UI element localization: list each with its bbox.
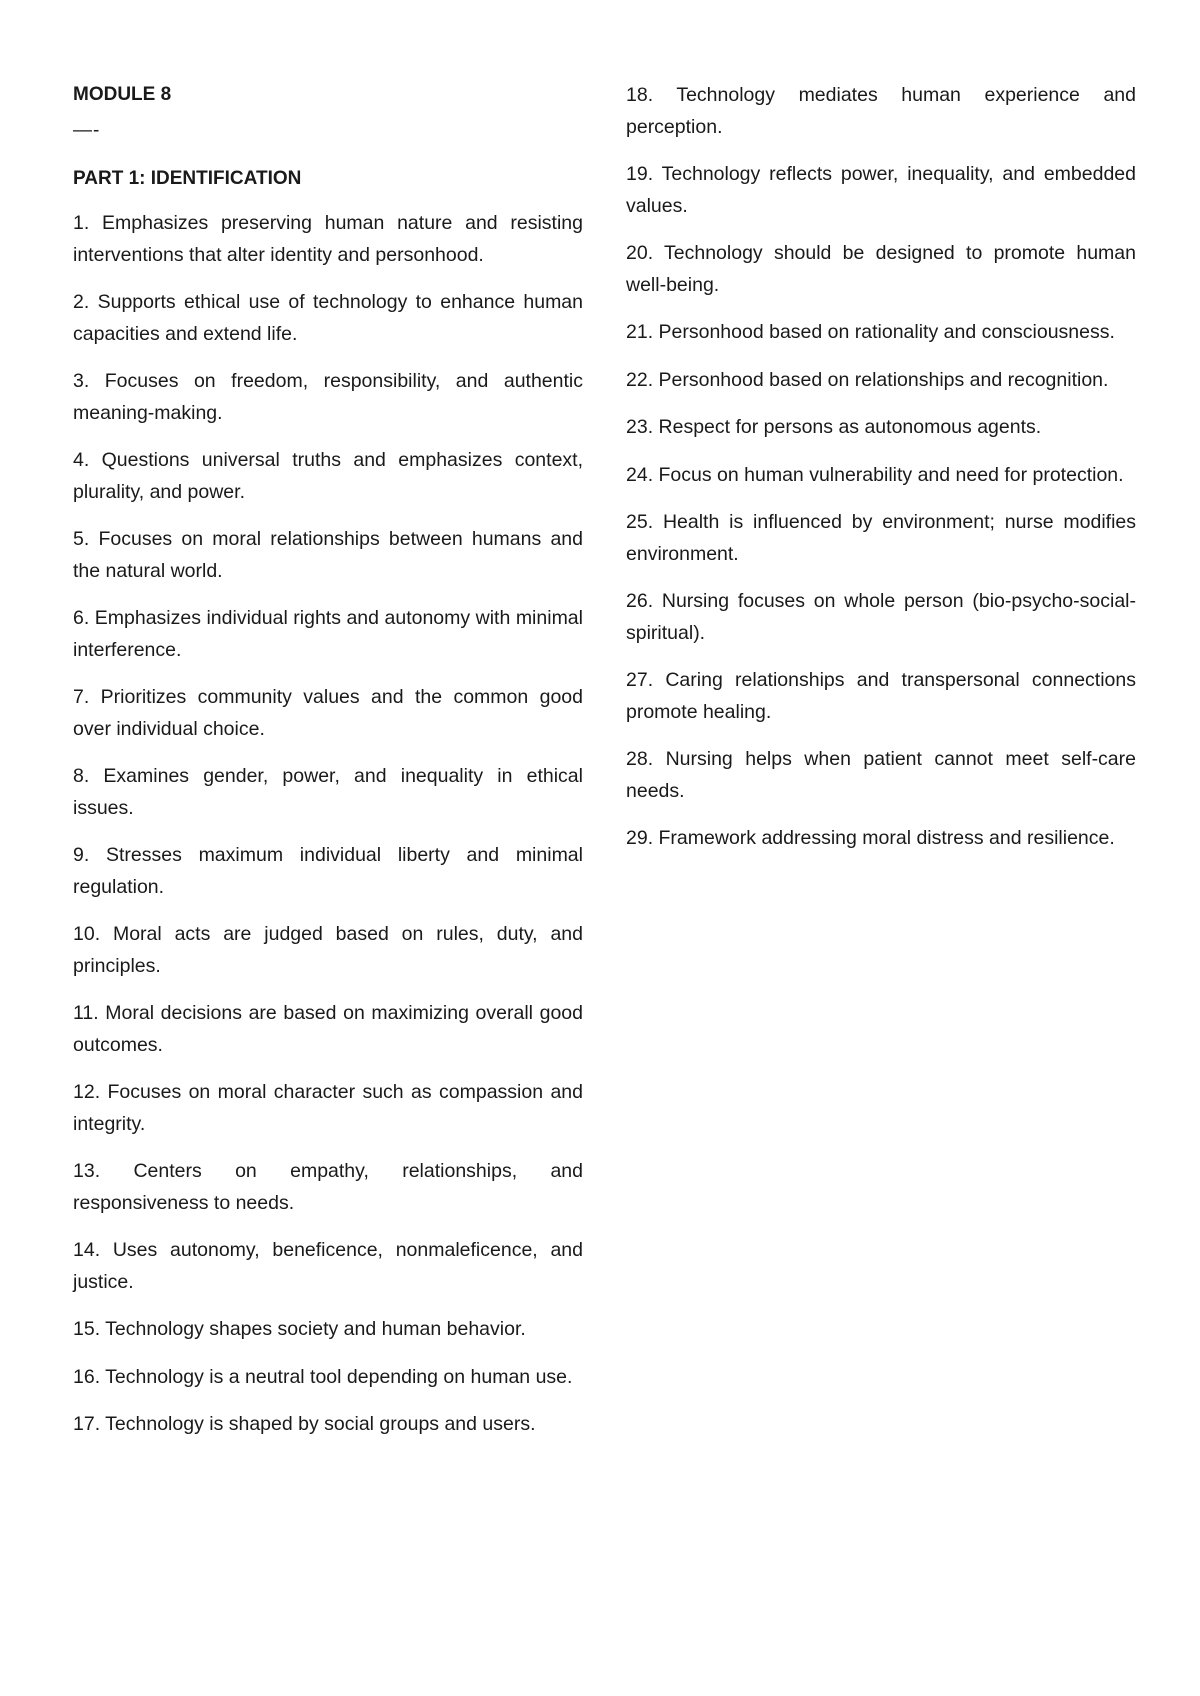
identification-item: 7. Prioritizes community values and the common good over individual choice. <box>73 686 583 740</box>
identification-item: 3. Focuses on freedom, responsibility, and authentic meaning-making. <box>73 370 583 424</box>
identification-item: 9. Stresses maximum individual liberty and minimal regulation. <box>73 844 583 898</box>
identification-item: 13. Centers on empathy, relationships, and responsiveness to needs. <box>73 1160 583 1214</box>
identification-item: 29. Framework addressing moral distress and resilience. <box>626 827 1115 849</box>
section-divider: —- <box>73 120 101 141</box>
identification-item: 17. Technology is shaped by social groups and users. <box>73 1413 536 1435</box>
identification-item: 18. Technology mediates human experience and perception. <box>626 84 1136 138</box>
identification-item: 12. Focuses on moral character such as compassion and integrity. <box>73 1081 583 1135</box>
identification-item: 6. Emphasizes individual rights and autonomy with minimal interference. <box>73 607 583 661</box>
identification-item: 27. Caring relationships and transpersonal connections promote healing. <box>626 669 1136 723</box>
identification-item: 25. Health is influenced by environment; nurse modifies environment. <box>626 511 1136 565</box>
identification-item: 26. Nursing focuses on whole person (bio-psycho-social-spiritual). <box>626 590 1136 644</box>
left-column <box>73 80 583 1457</box>
identification-item: 24. Focus on human vulnerability and need for protection. <box>626 463 1124 486</box>
identification-item: 20. Technology should be designed to promote human well-being. <box>626 242 1136 296</box>
identification-item: 14. Uses autonomy, beneficence, nonmaleficence, and justice. <box>73 1239 583 1293</box>
identification-item: 1. Emphasizes preserving human nature and resisting interventions that alter identity and personhood. <box>73 212 583 266</box>
identification-item: 8. Examines gender, power, and inequality in ethical issues. <box>73 765 583 819</box>
identification-item: 2. Supports ethical use of technology to enhance human capacities and extend life. <box>73 291 583 345</box>
identification-item: 28. Nursing helps when patient cannot meet self-care needs. <box>626 748 1136 802</box>
identification-item: 15. Technology shapes society and human behavior. <box>73 1318 526 1340</box>
identification-item: 19. Technology reflects power, inequality, and embedded values. <box>626 163 1136 217</box>
identification-item: 22. Personhood based on relationships and recognition. <box>626 368 1109 391</box>
module-title: MODULE 8 <box>73 84 172 105</box>
identification-item: 11. Moral decisions are based on maximizing overall good outcomes. <box>73 1002 583 1056</box>
identification-item: 5. Focuses on moral relationships between humans and the natural world. <box>73 528 583 582</box>
identification-item: 16. Technology is a neutral tool depending on human use. <box>73 1365 573 1388</box>
identification-item: 23. Respect for persons as autonomous agents. <box>626 416 1042 438</box>
identification-item: 21. Personhood based on rationality and consciousness. <box>626 321 1115 343</box>
part-title: PART 1: IDENTIFICATION <box>73 168 302 189</box>
identification-item: 4. Questions universal truths and emphasizes context, plurality, and power. <box>73 449 583 503</box>
identification-item: 10. Moral acts are judged based on rules, duty, and principles. <box>73 923 583 977</box>
right-column <box>626 80 1136 871</box>
